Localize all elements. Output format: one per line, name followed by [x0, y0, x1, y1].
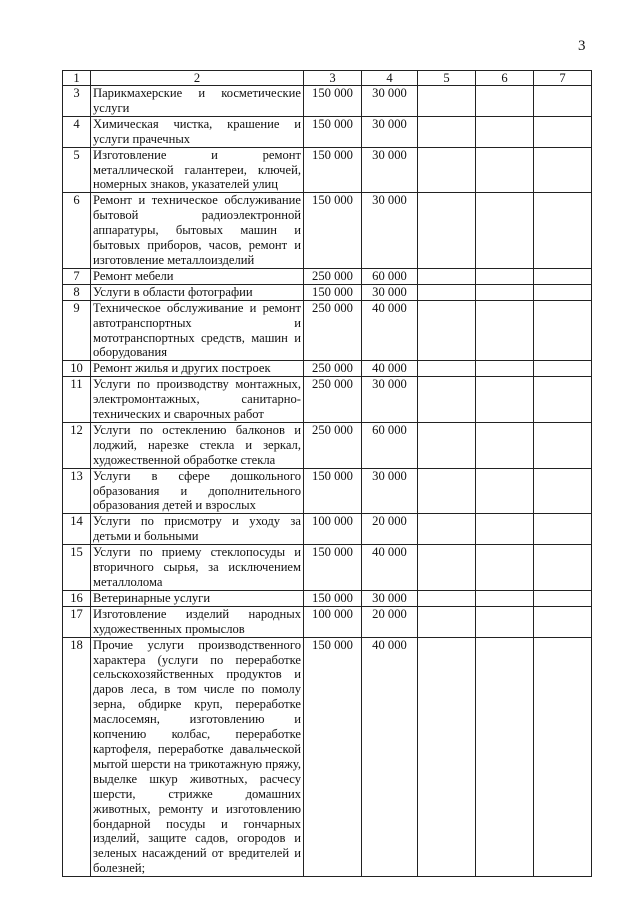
empty-cell [418, 590, 476, 606]
row-number: 10 [63, 361, 91, 377]
empty-cell [534, 422, 592, 468]
service-description: Услуги по приему стеклопосуды и вторичного сырья, за исключением металлолома [91, 545, 304, 591]
empty-cell [418, 606, 476, 637]
row-number: 5 [63, 147, 91, 193]
empty-cell [418, 545, 476, 591]
column-header: 6 [476, 71, 534, 86]
service-description: Услуги по остеклению балконов и лоджий, нарезке стекла и зеркал, художественной обработке стекла [91, 422, 304, 468]
column-header-row [63, 71, 592, 86]
empty-cell [476, 116, 534, 147]
table-row [63, 193, 592, 269]
value-col4: 30 000 [362, 193, 418, 269]
empty-cell [534, 590, 592, 606]
service-description: Ветеринарные услуги [91, 590, 304, 606]
value-col4: 30 000 [362, 147, 418, 193]
empty-cell [418, 284, 476, 300]
empty-cell [534, 116, 592, 147]
empty-cell [534, 377, 592, 423]
row-number: 12 [63, 422, 91, 468]
empty-cell [418, 361, 476, 377]
table-row [63, 590, 592, 606]
empty-cell [418, 268, 476, 284]
value-col3: 150 000 [304, 193, 362, 269]
service-description: Парикмахерские и косметические услуги [91, 86, 304, 117]
value-col4: 20 000 [362, 514, 418, 545]
service-description: Ремонт жилья и других построек [91, 361, 304, 377]
row-number: 6 [63, 193, 91, 269]
empty-cell [534, 300, 592, 361]
value-col4: 20 000 [362, 606, 418, 637]
empty-cell [418, 422, 476, 468]
value-col3: 250 000 [304, 422, 362, 468]
column-header: 2 [91, 71, 304, 86]
row-number: 13 [63, 468, 91, 514]
row-number: 17 [63, 606, 91, 637]
value-col4: 40 000 [362, 300, 418, 361]
table-row [63, 147, 592, 193]
empty-cell [534, 86, 592, 117]
value-col3: 150 000 [304, 86, 362, 117]
value-col3: 100 000 [304, 514, 362, 545]
empty-cell [418, 377, 476, 423]
empty-cell [476, 637, 534, 877]
service-description: Ремонт и техническое обслуживание бытовой радиоэлектронной аппаратуры, бытовых машин и бытовых приборов, часов, ремонт и изготовление металлоизделий [91, 193, 304, 269]
row-number: 16 [63, 590, 91, 606]
empty-cell [534, 545, 592, 591]
empty-cell [534, 284, 592, 300]
table-row [63, 606, 592, 637]
service-description: Ремонт мебели [91, 268, 304, 284]
row-number: 8 [63, 284, 91, 300]
service-description: Химическая чистка, крашение и услуги прачечных [91, 116, 304, 147]
row-number: 7 [63, 268, 91, 284]
table-row [63, 545, 592, 591]
column-header: 3 [304, 71, 362, 86]
empty-cell [418, 300, 476, 361]
empty-cell [476, 514, 534, 545]
empty-cell [476, 545, 534, 591]
empty-cell [476, 86, 534, 117]
table-row [63, 422, 592, 468]
value-col4: 30 000 [362, 86, 418, 117]
empty-cell [534, 468, 592, 514]
value-col3: 150 000 [304, 590, 362, 606]
empty-cell [476, 268, 534, 284]
table-row [63, 268, 592, 284]
empty-cell [418, 637, 476, 877]
empty-cell [418, 193, 476, 269]
empty-cell [534, 637, 592, 877]
value-col3: 150 000 [304, 468, 362, 514]
empty-cell [418, 147, 476, 193]
table-row [63, 284, 592, 300]
service-description: Изготовление и ремонт металлической галантереи, ключей, номерных знаков, указателей улиц [91, 147, 304, 193]
empty-cell [418, 514, 476, 545]
empty-cell [476, 377, 534, 423]
column-header: 1 [63, 71, 91, 86]
empty-cell [476, 590, 534, 606]
value-col4: 30 000 [362, 284, 418, 300]
row-number: 15 [63, 545, 91, 591]
service-description: Прочие услуги производственного характера (услуги по переработке сельскохозяйственных продуктов и даров леса, в том числе по помолу зерна, обдирке круп, переработке маслосемян, изготовлению и копчению колбас, переработке картофеля, переработке давальческой мытой шерсти на трикотажную пряжу, выделке шкур животных, расчесу шерсти, стрижке домашних животных, ремонту и изготовлению бондарной посуды и гончарных изделий, защите садов, огородов и зеленых насаждений от вредителей и болезней; [91, 637, 304, 877]
empty-cell [418, 86, 476, 117]
value-col3: 150 000 [304, 637, 362, 877]
value-col4: 40 000 [362, 361, 418, 377]
value-col4: 30 000 [362, 468, 418, 514]
empty-cell [476, 300, 534, 361]
empty-cell [476, 422, 534, 468]
row-number: 3 [63, 86, 91, 117]
row-number: 4 [63, 116, 91, 147]
page-number: 3 [578, 38, 586, 54]
empty-cell [534, 147, 592, 193]
service-description: Услуги в сфере дошкольного образования и дополнительного образования детей и взрослых [91, 468, 304, 514]
value-col3: 100 000 [304, 606, 362, 637]
service-description: Услуги по производству монтажных, электромонтажных, санитарно-технических и сварочных работ [91, 377, 304, 423]
value-col3: 150 000 [304, 284, 362, 300]
empty-cell [476, 468, 534, 514]
value-col3: 250 000 [304, 300, 362, 361]
empty-cell [534, 361, 592, 377]
row-number: 18 [63, 637, 91, 877]
empty-cell [476, 284, 534, 300]
table-row [63, 514, 592, 545]
value-col4: 60 000 [362, 422, 418, 468]
value-col4: 30 000 [362, 377, 418, 423]
value-col4: 30 000 [362, 116, 418, 147]
table-row [63, 377, 592, 423]
empty-cell [534, 193, 592, 269]
empty-cell [476, 606, 534, 637]
column-header: 5 [418, 71, 476, 86]
table-row [63, 637, 592, 877]
empty-cell [476, 193, 534, 269]
table-row [63, 86, 592, 117]
services-table [62, 70, 592, 877]
service-description: Услуги в области фотографии [91, 284, 304, 300]
value-col4: 40 000 [362, 637, 418, 877]
table-row [63, 116, 592, 147]
row-number: 9 [63, 300, 91, 361]
row-number: 11 [63, 377, 91, 423]
service-description: Изготовление изделий народных художественных промыслов [91, 606, 304, 637]
table-row [63, 300, 592, 361]
empty-cell [476, 147, 534, 193]
service-description: Техническое обслуживание и ремонт автотранспортных и мототранспортных средств, машин и оборудования [91, 300, 304, 361]
column-header: 4 [362, 71, 418, 86]
value-col3: 250 000 [304, 268, 362, 284]
row-number: 14 [63, 514, 91, 545]
value-col3: 250 000 [304, 361, 362, 377]
empty-cell [476, 361, 534, 377]
table-row [63, 361, 592, 377]
value-col4: 40 000 [362, 545, 418, 591]
value-col4: 60 000 [362, 268, 418, 284]
value-col4: 30 000 [362, 590, 418, 606]
column-header: 7 [534, 71, 592, 86]
value-col3: 150 000 [304, 147, 362, 193]
table-row [63, 468, 592, 514]
value-col3: 250 000 [304, 377, 362, 423]
empty-cell [534, 606, 592, 637]
value-col3: 150 000 [304, 545, 362, 591]
empty-cell [418, 116, 476, 147]
service-description: Услуги по присмотру и уходу за детьми и больными [91, 514, 304, 545]
empty-cell [534, 514, 592, 545]
empty-cell [534, 268, 592, 284]
empty-cell [418, 468, 476, 514]
value-col3: 150 000 [304, 116, 362, 147]
